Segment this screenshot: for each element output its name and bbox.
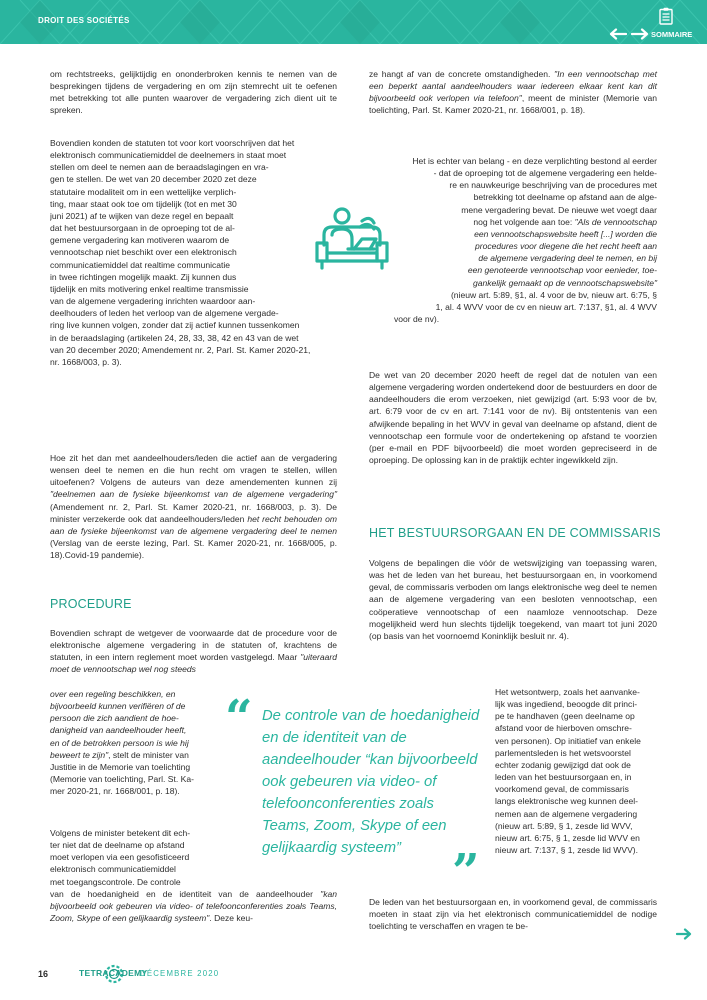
text-run-italic: "kan bijvoorbeeld ook gebeuren via video- of telefoonconferenties zoals Teams, Zoom, Skype of een gelijkaardig systeem" (50, 889, 337, 924)
text-line: nr. 1668/003, p. 3). (50, 356, 122, 367)
text-line: Justitie in de Memorie van toelichting (50, 761, 191, 772)
text-line: Het is echter van belang - en deze verplichting bestond al eerder (412, 156, 657, 166)
prev-arrow-icon[interactable] (609, 28, 627, 40)
text-line: een vennootschapswebsite heeft [...] worden die (474, 228, 657, 239)
right-column-p5-narrow (495, 686, 657, 856)
section-label: DROIT DES SOCIÉTÉS (38, 16, 130, 25)
paragraph (50, 888, 337, 924)
paragraph-lines (50, 827, 215, 888)
heading-board: HET BESTUURSORGAAN EN DE COMMISSARIS (369, 526, 661, 540)
text-line: nieuw art. 7:137, § 1, zesde lid WVV). (495, 845, 638, 856)
text-line: gemene vergadering kan motiveren waarom de (50, 235, 230, 246)
text-run-italic: "deelnemen aan de fysieke bijeenkomst van de algemene vergadering" (50, 489, 337, 500)
text-line: beweert te zijn", stelt de minister van (50, 749, 189, 760)
text-run: (Amendement nr. 2, Parl. St. Kamer 2020-21, nr. 1668/003, p. 3). De minister verzekerde ook dat aandeelhouders/leden (50, 501, 337, 524)
text-line: afstand voor de hierboven omschre- (495, 723, 632, 734)
text-line: betrekking tot deelname op afstand aan de alge- (473, 192, 657, 203)
paragraph (50, 627, 337, 676)
text-line: ven personen). Op initiatief van enkele (495, 735, 641, 746)
page-number: 16 (38, 969, 49, 979)
right-column-p1 (369, 68, 657, 117)
text-line: Volgens de minister betekent dit ech- (50, 828, 191, 838)
quote-close-mark: ” (452, 844, 480, 900)
left-column (50, 68, 337, 117)
paragraph-lines (369, 155, 657, 325)
text-line: van 20 december 2020; Amendement nr. 2, Parl. St. Kamer 2020-21, (50, 344, 311, 355)
text-line: over een regeling beschikken, en (50, 689, 176, 699)
text-line: in de beraadslaging (artikelen 24, 28, 33, 38, 42 en 43 van de wet (50, 332, 299, 343)
text-line: nemen aan de algemene vergadering (495, 808, 638, 819)
text-line: mer 2020-21, nr. 1668/001, p. 18). (50, 786, 180, 797)
text-line: 1, al. 4 WVV voor de cv en nieuw art. 7:137, §1, al. 4 WVV (435, 301, 657, 312)
text-line: (nieuw art. 5:89, §1, al. 4 voor de bv, nieuw art. 6:75, § (450, 289, 657, 300)
left-column-p4-narrow (50, 688, 215, 797)
text-line: in twee richtingen mogelijk maakt. Zij kunnen dus (50, 271, 237, 282)
sommaire-clipboard-icon[interactable] (659, 7, 673, 25)
text-line: procedures voor diegene die het recht heeft aan (475, 241, 657, 252)
text-line: vennootschap niet beschikt over een elektronisch (50, 247, 237, 258)
left-column-p5-wide (50, 888, 337, 924)
text-run-italic: "In een vennootschap met een beperkt aantal aandeelhouders waar iedereen elkaar kent kan dit bijvoorbeeld ook verlopen via telefoon" (369, 69, 657, 104)
text-line: lijk was ingediend, beoogde dit princi- (495, 699, 638, 710)
text-line: met toegangscontrole. De controle (50, 876, 181, 887)
text-line: elektronisch communicatiemiddel (50, 864, 176, 875)
text-line: gen te stellen. De wet van 20 december 2020 zet deze (50, 174, 257, 185)
paragraph-lines (50, 688, 215, 797)
paragraph: om rechtstreeks, gelijktijdig en ononderbroken kennis te nemen van de besprekingen tijdens de vergadering en om zijn stemrecht uit te oefenen met betrekking tot alle punten waarover de vergadering zich dient uit te spreken. (50, 69, 337, 116)
text-line: pe te handhaven (geen deelname op (495, 711, 635, 722)
page-nav (601, 6, 701, 42)
text-line: ter niet dat de deelname op afstand (50, 840, 185, 851)
text-line: dat het bestuursorgaan in de oproeping tot de al- (50, 223, 235, 234)
logo-text: TETRACADEMY (79, 968, 148, 978)
next-page-arrow-icon[interactable] (676, 928, 692, 940)
text-run: Hoe zit het dan met aandeelhouders/leden die actief aan de vergadering wensen deel te nemen en die hun recht om vragen te stellen, willen uitoefenen? Volgens de auteurs van deze amendementen kunnen zij (50, 453, 337, 488)
issue-date: DÉCEMBRE 2020 (140, 969, 220, 978)
text-line: elektronisch communicatiemiddel de deelnemers in staat moet (50, 150, 287, 161)
text-line: - dat de oproeping tot de algemene vergadering een helde- (433, 168, 657, 179)
text-run: , meent de minister (Memorie van toelichting, Parl. St. Kamer 2020-21, nr. 1668/001, p. 18). (369, 93, 657, 116)
text-line: voorkomend geval, de commissaris (495, 784, 629, 795)
text-line: (nieuw art. 5:89, § 1, zesde lid WVV, (495, 820, 633, 831)
text-line: tijdelijk en mits motivering enkel realtime transmissie (50, 283, 249, 294)
left-column-p3 (50, 452, 337, 561)
heading-procedure: PROCEDURE (50, 597, 132, 611)
right-column-p3 (369, 369, 657, 466)
paragraph: De leden van het bestuursorgaan en, in voorkomend geval, de commissaris moeten in staat zijn via het elektronisch communicatiemiddel de nodige toelichting te verschaffen en vragen te be- (369, 897, 657, 932)
text-run: ze hangt af van de concrete omstandigheden. (369, 69, 555, 79)
right-column-p4 (369, 557, 657, 642)
text-line: persoon die zich aandient de hoe- (50, 713, 179, 724)
left-column-wrap-block (50, 137, 340, 368)
text-line: nog het volgende aan toe: "Als de vennootschap (473, 216, 657, 227)
text-line: gankelijk gemaakt op de vennootschapswebsite" (472, 277, 657, 288)
right-column-p6 (369, 896, 657, 932)
pull-quote: De controle van de hoedanigheid en de identiteit van de aandeelhouder “kan bijvoorbeeld ook gebeuren via video- of telefoonconferenties zoals Teams, Zoom, Skype of een gelijkaardig systeem” (262, 708, 480, 856)
paragraph (50, 137, 340, 368)
paragraph-lines (495, 686, 657, 856)
text-line: Het wetsontwerp, zoals het aanvanke- (495, 687, 640, 697)
footer-logo (77, 963, 148, 985)
text-run: . Deze keu- (209, 913, 254, 924)
text-line: moet verlopen via een gesofisticeerd (50, 852, 190, 863)
paragraph: De wet van 20 december 2020 heeft de regel dat de notulen van een algemene vergadering worden ondertekend door de bestuurders en door de aandeelhouders die erom verzoeken, niet gewijzigd (art. 5:93 voor de bv, art. 6:79 voor de cv en art. 7:141 voor de nv). Bij ontstentenis van een afwijkende bepaling in het WVV in geval van deelname op afstand, dient de vennootschap een formule voor de ondertekening op afstand te voorzien (per e-mail en PDF bijvoorbeeld) die moet worden gepreciseerd in de oproeping. De oplossing kan in de praktijk echter ingewikkeld zijn. (369, 370, 657, 466)
text-line: danigheid van aandeelhouder heeft, (50, 725, 187, 736)
text-run: (Verslag van de eerste lezing, Parl. St. Kamer 2020-21, nr. 1668/005, p. 18).Covid-19 pandemie). (50, 538, 337, 561)
text-line: de algemene vergadering deel te nemen, en bij (478, 253, 657, 264)
text-line: mene vergadering bevat. De nieuwe wet voegt daar (461, 204, 657, 215)
text-line: communicatiemiddel dat realtime communicatie (50, 259, 231, 270)
text-line: juni 2021) af te wijken van deze regel en bepaalt (50, 210, 234, 221)
paragraph: Volgens de bepalingen die vóór de wetswijziging van toepassing waren, was het de leden van het bureau, het bestuursorgaan en, in voorkomend geval, de commissaris verboden om langs elektronische weg deel te nemen aan de algemene vergadering van een besloten vennootschap, een coöperatieve vennootschap of een naamloze vennootschap. Deze mogelijkheid werd hun slechts tijdelijk toegekend, van maart tot juni 2020 (op basis van het voornoemd Koninklijk besluit nr. 4). (369, 558, 657, 641)
right-column-wrap-block (369, 155, 657, 325)
text-line: ring live kunnen volgen, zonder dat zij actief kunnen tussenkomen (50, 320, 300, 331)
text-line: bijvoorbeeld kunnen verifiëren of de (50, 701, 186, 712)
text-run: , stelt de minister van (108, 749, 189, 760)
text-line: deelhouders of leden het verloop van de algemene vergade- (50, 308, 279, 319)
text-line: nieuw art. 6:75, § 1, zesde lid WVV en (495, 832, 640, 843)
text-line: ting, maar staat ook toe om tijdelijk (tot en met 30 (50, 198, 237, 209)
left-column-p5-narrow (50, 827, 215, 888)
text-line: (Memorie van toelichting, Parl. St. Ka- (50, 774, 194, 785)
text-run-italic: "uiteraard moet de vennootschap wel nog steeds (50, 652, 337, 675)
paragraph (50, 452, 337, 561)
page-header (0, 0, 707, 44)
left-column-p4 (50, 627, 337, 676)
text-line: re en nauwkeurige beschrijving van de procedures met (449, 180, 657, 191)
text-line: langs elektronische weg kunnen deel- (495, 796, 639, 807)
text-line: voor de nv). (394, 314, 440, 325)
quote-open-mark: “ (225, 690, 253, 746)
sommaire-link[interactable]: SOMMAIRE (651, 30, 693, 39)
text-line: van de algemene vergadering inrichten waardoor aan- (50, 296, 256, 307)
text-run-italic: "Als de vennootschap (574, 216, 657, 227)
text-run: Bovendien schrapt de wetgever de voorwaarde dat de procedure voor de elektronische algemene vergadering in de statuten of, krachtens de statuten, in een intern reglement moet worden vastgelegd. Maar (50, 628, 337, 663)
text-line: een genoteerde vennootschap voor eenieder, toe- (467, 265, 657, 276)
text-line: stellen om deel te nemen aan de beraadslagingen en vra- (50, 162, 269, 173)
text-line: leden van het bestuursorgaan en, in (495, 772, 632, 783)
text-line: parlementsleden is het wetsvoorstel (495, 747, 631, 758)
next-arrow-icon[interactable] (631, 28, 649, 40)
text-run: van de hoedanigheid en de identiteit van de aandeelhouder (50, 889, 321, 899)
text-line: en of de betrokken persoon is wie hij (50, 737, 189, 748)
text-line: Bovendien konden de statuten tot voor kort voorschrijven dat het (50, 138, 295, 148)
text-run-italic: het recht behouden om aan de fysieke bijeenkomst van de algemene vergadering deel te nemen (50, 513, 338, 536)
text-line: echter zodanig gewijzigd dat ook de (495, 759, 631, 770)
paragraph (369, 68, 657, 117)
text-line: statutaire modaliteit om in een wettelijke verplich- (50, 186, 237, 197)
